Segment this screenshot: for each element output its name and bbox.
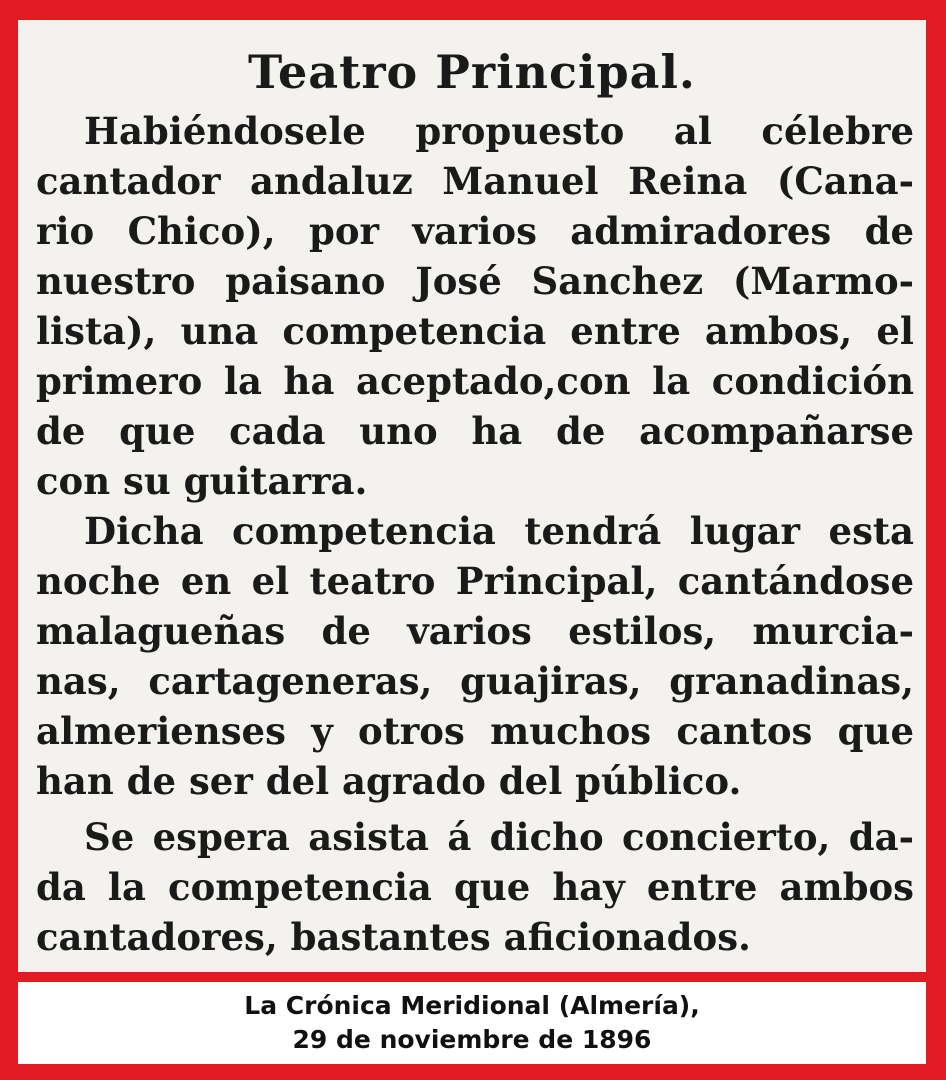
caption-date: 29 de noviembre de 1896 [292,1025,652,1054]
article-line: rio Chico), por varios admiradores de [36,209,914,253]
caption-publication: La Crónica Meridional (Almería), [244,991,700,1020]
article-line: lista), una competencia entre ambos, el [36,309,914,353]
source-caption [18,982,926,1064]
article-line: Habiéndosele propuesto al célebre [84,109,914,153]
article-line: Dicha competencia tendrá lugar esta [84,509,914,553]
article-line: nuestro paisano José Sanchez (Marmo- [36,259,914,303]
article-line: nas, cartageneras, guajiras, granadinas, [36,659,914,703]
article-title: Teatro Principal. [248,45,696,99]
article-line: da la competencia que hay entre ambos [36,865,914,909]
article-line: con su guitarra. [36,459,368,503]
newspaper-clipping [18,20,926,972]
article-line: Se espera asista á dicho concierto, da- [84,815,914,859]
article-line: cantadores, bastantes aficionados. [36,915,751,959]
article-line: noche en el teatro Principal, cantándose [36,559,914,603]
article-line: malagueñas de varios estilos, murcia- [36,609,914,653]
article [18,20,926,972]
article-line: almerienses y otros muchos cantos que [36,709,914,753]
article-line: de que cada uno ha de acompañarse [36,409,914,453]
article-line: cantador andaluz Manuel Reina (Cana- [36,159,914,203]
article-line: primero la ha aceptado,con la condición [36,359,914,403]
article-line: han de ser del agrado del público. [36,759,742,803]
